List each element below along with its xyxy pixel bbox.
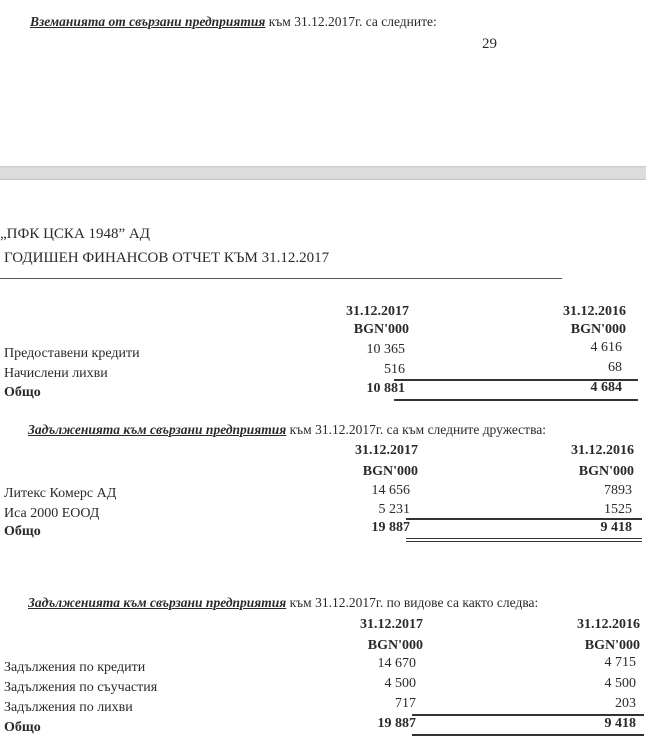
payables-intro bbox=[28, 422, 546, 438]
row-value-2016: 1525 bbox=[604, 502, 632, 517]
row-value-2016: 203 bbox=[615, 696, 636, 711]
payables-intro-heading: Задълженията към свързани предприятия bbox=[28, 422, 287, 437]
col-header-2017: 31.12.2017 bbox=[360, 617, 423, 632]
col-header-2016: 31.12.2016 bbox=[577, 617, 640, 632]
col-unit-2017: BGN'000 bbox=[362, 464, 418, 479]
header-rule bbox=[0, 278, 562, 279]
row-value-2016: 4 616 bbox=[590, 340, 622, 355]
row-value-2017: 10 365 bbox=[366, 342, 405, 357]
row-value-2017: 14 670 bbox=[377, 656, 416, 671]
row-value-2016: 68 bbox=[608, 360, 622, 375]
col-header-2016: 31.12.2016 bbox=[571, 443, 634, 458]
payables-intro-text: към 31.12.2017г. са към следните дружества: bbox=[286, 422, 547, 437]
total-rule bbox=[394, 399, 638, 401]
col-unit-2016: BGN'000 bbox=[570, 322, 626, 337]
total-label: Общо bbox=[4, 385, 41, 400]
row-label: Иса 2000 ЕООД bbox=[4, 506, 100, 521]
col-header-2017: 31.12.2017 bbox=[355, 443, 418, 458]
report-title: ГОДИШЕН ФИНАНСОВ ОТЧЕТ КЪМ 31.12.2017 bbox=[4, 250, 330, 266]
col-unit-2016: BGN'000 bbox=[578, 464, 634, 479]
row-value-2016: 4 715 bbox=[604, 655, 636, 670]
page-number: 29 bbox=[482, 36, 497, 52]
company-name: „ПФК ЦСКА 1948” АД bbox=[0, 226, 150, 242]
receivables-intro-text: към 31.12.2017г. са следните: bbox=[265, 14, 437, 29]
row-value-2016: 4 500 bbox=[604, 676, 636, 691]
total-value-2017: 19 887 bbox=[377, 716, 416, 731]
payables-type-intro bbox=[28, 595, 538, 611]
double-rule-top bbox=[406, 538, 642, 539]
row-value-2016: 7893 bbox=[604, 483, 632, 498]
row-label: Задължения по лихви bbox=[4, 700, 133, 715]
col-unit-2017: BGN'000 bbox=[367, 638, 423, 653]
receivables-intro bbox=[30, 14, 437, 30]
page-separator bbox=[0, 166, 646, 180]
row-label: Задължения по съучастия bbox=[4, 680, 158, 695]
row-label: Литекс Комерс АД bbox=[4, 486, 117, 501]
total-value-2017: 19 887 bbox=[371, 520, 410, 535]
col-header-2017: 31.12.2017 bbox=[346, 304, 409, 319]
payables-type-intro-heading: Задълженията към свързани предприятия bbox=[28, 595, 287, 610]
receivables-intro-heading: Вземанията от свързани предприятия bbox=[30, 14, 266, 29]
total-label: Общо bbox=[4, 720, 41, 735]
row-label: Предоставени кредити bbox=[4, 346, 140, 361]
col-unit-2016: BGN'000 bbox=[584, 638, 640, 653]
total-value-2016: 9 418 bbox=[600, 520, 632, 535]
double-rule-bottom bbox=[406, 541, 642, 542]
row-value-2017: 4 500 bbox=[384, 676, 416, 691]
row-value-2017: 717 bbox=[395, 696, 416, 711]
payables-type-intro-text: към 31.12.2017г. по видове са както следва: bbox=[286, 595, 539, 610]
total-value-2017: 10 881 bbox=[366, 381, 405, 396]
total-value-2016: 9 418 bbox=[604, 716, 636, 731]
row-label: Начислени лихви bbox=[4, 366, 108, 381]
total-rule bbox=[412, 734, 644, 736]
row-value-2017: 5 231 bbox=[378, 502, 410, 517]
row-label: Задължения по кредити bbox=[4, 660, 146, 675]
total-label: Общо bbox=[4, 524, 41, 539]
row-value-2017: 14 656 bbox=[371, 483, 410, 498]
total-value-2016: 4 684 bbox=[590, 380, 622, 395]
col-header-2016: 31.12.2016 bbox=[563, 304, 626, 319]
row-value-2017: 516 bbox=[384, 362, 405, 377]
col-unit-2017: BGN'000 bbox=[353, 322, 409, 337]
